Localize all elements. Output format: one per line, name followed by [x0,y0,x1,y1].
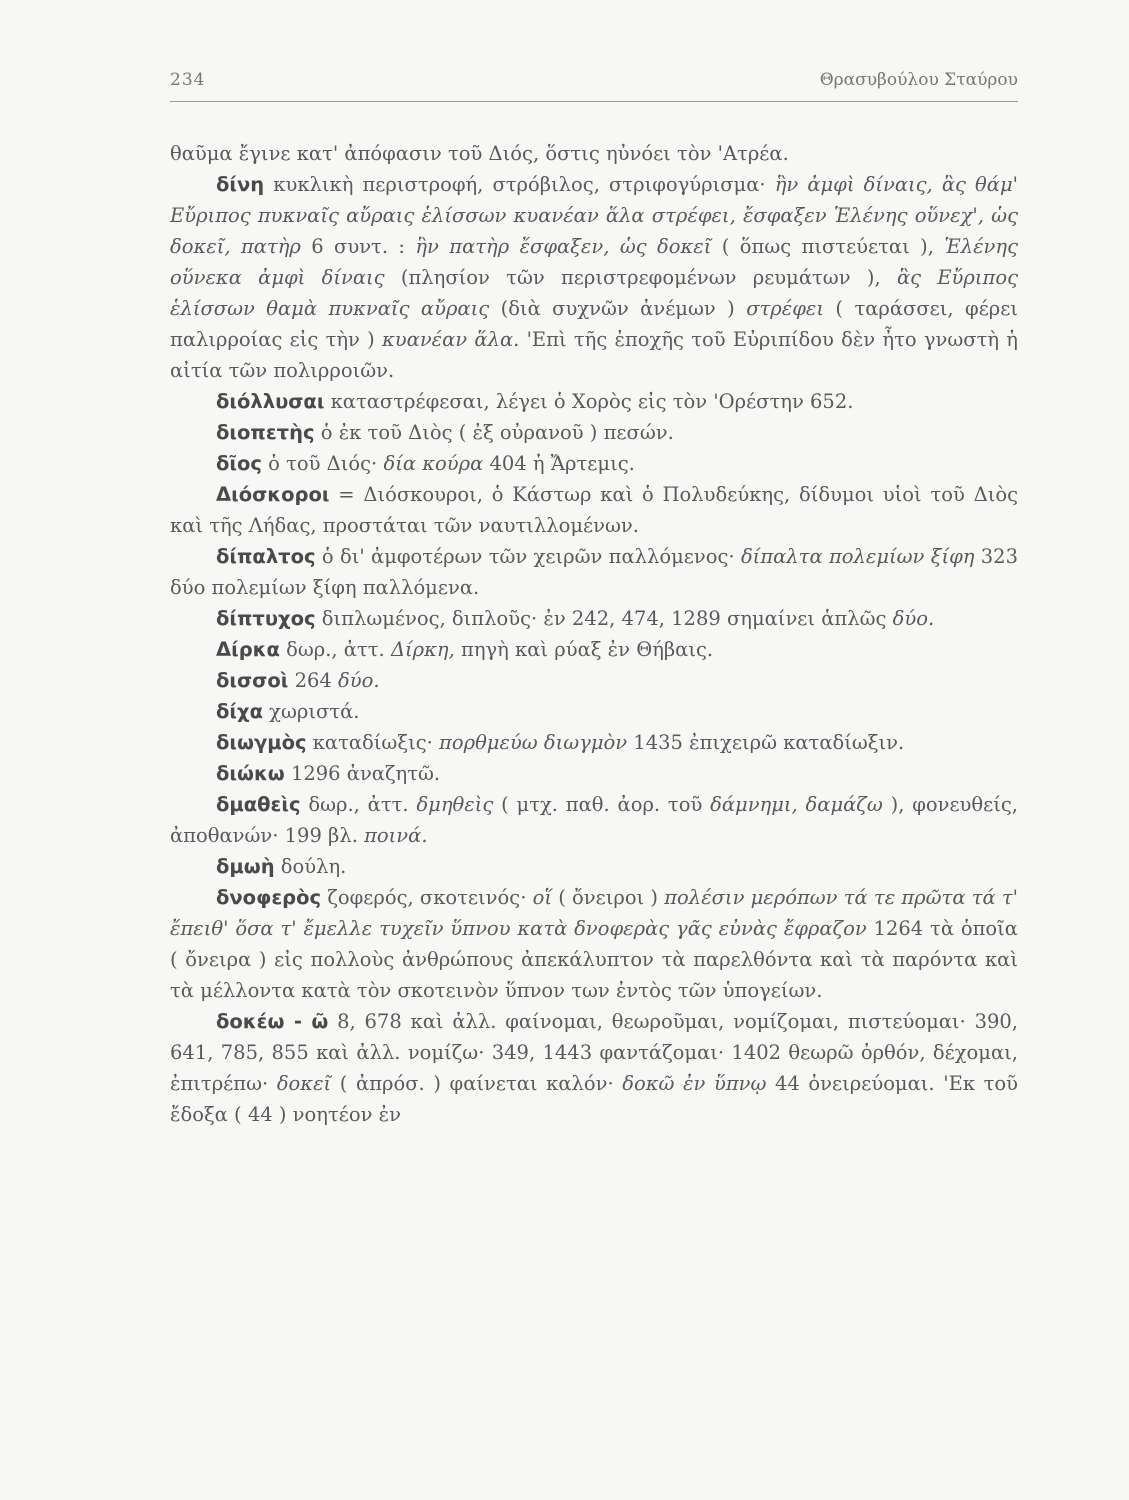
definition-text: ( ὄνειροι ) [552,886,665,909]
quotation: δίπαλτα πολεμίων ξίφη [740,545,975,568]
glossary-entry [170,758,1018,789]
definition-text: ὁ δι' ἀμφοτέρων τῶν χειρῶν παλλόμενος· [315,545,741,568]
definition-text: κυκλικὴ περιστροφή, στρόβιλος, στριφογύρισμα· [264,173,775,196]
definition-text: ὁ τοῦ Διός· [261,452,384,475]
glossary-entry [170,696,1018,727]
headword: δμωὴ [216,855,275,878]
headword: διοπετὴς [216,421,315,444]
glossary-entry [170,1006,1018,1130]
definition-text: = Διόσκουροι, ὁ Κάστωρ καὶ ὁ Πολυδεύκης, δίδυμοι υἱοὶ τοῦ Διὸς καὶ τῆς Λήδας, προστάται τῶν ναυτιλλομένων. [170,483,1018,537]
quotation: δμηθεὶς [416,793,494,816]
quotation: ἣν πατὴρ ἔσφαξεν, ὡς δοκεῖ [415,235,712,258]
glossary-entry [170,386,1018,417]
headword: δμαθεὶς [216,793,301,816]
headword: διόλλυσαι [216,390,325,413]
definition-text: 1435 ἐπιχειρῶ καταδίωξιν. [627,731,905,754]
definition-text: δωρ., ἀττ. [279,638,391,661]
quotation: στρέφει [746,297,824,320]
glossary-entry [170,634,1018,665]
definition-text: ζοφερός, σκοτεινός· [321,886,533,909]
definition-text: διπλωμένος, διπλοῦς· ἐν 242, 474, 1289 σημαίνει ἁπλῶς [315,607,893,630]
glossary-entry [170,417,1018,448]
quotation: ἣν ἀμφὶ δίναις, ἃς θάμ' Εὔριπος πυκναῖς αὔραις ἑλίσσων κυανέαν ἅλα στρέφει, ἔσφαξεν Ἑλένης οὕνεχ', ὡς δοκεῖ, πατὴρ [170,173,1018,258]
definition-text: ), φονευθείς, ἀποθανών· 199 βλ. [170,793,1019,847]
quotation: Δίρκη, [390,638,455,661]
quotation: πολέσιν μερόπων τά τε πρῶτα τά τ' ἔπειθ' ὅσα τ' ἔμελλε τυχεῖν ὕπνου κατὰ δνοφερὰς γᾶς εὐνὰς ἔφραζον [170,886,1019,940]
quotation: δία κούρα [383,452,484,475]
definition-text: δωρ., ἀττ. [300,793,417,816]
glossary-entry [170,541,1018,603]
page-header [170,70,1018,100]
quotation: δοκεῖ [276,1072,332,1095]
quotation: Ἑλένης οὕνεκα ἀμφὶ δίναις [170,235,1018,289]
definition-text: 'Επὶ τῆς ἐποχῆς τοῦ Εὐριπίδου δὲν ἦτο γνωστὴ ἡ αἰτία τῶν πολιρροιῶν. [170,328,1018,382]
headword: δνοφερὸς [216,886,322,909]
quotation: δάμνημι, δαμάζω [710,793,883,816]
headword: δισσοὶ [216,669,289,692]
definition-text: ὁ ἐκ τοῦ Διὸς ( ἐξ οὐρανοῦ ) πεσών. [314,421,674,444]
definition-text: 44 ὀνειρεύομαι. 'Εκ τοῦ ἔδοξα ( 44 ) νοητέον ἐν [170,1072,1018,1126]
glossary-entry [170,882,1018,1006]
quotation: ἃς Εὔριπος ἑλίσσων θαμὰ πυκναῖς αὔραις [170,266,1018,320]
definition-text: πηγὴ καὶ ρύαξ ἐν Θήβαις. [454,638,714,661]
glossary-entry [170,603,1018,634]
headword: διωγμὸς [216,731,307,754]
definition-text: 404 ἡ Ἄρτεμις. [483,452,635,475]
headword: διώκω [216,762,285,785]
glossary-entry [170,138,1018,169]
definition-text: 1296 ἀναζητῶ. [284,762,441,785]
definition-text: 8, 678 καὶ ἀλλ. φαίνομαι, θεωροῦμαι, νομίζομαι, πιστεύομαι· 390, 641, 785, 855 καὶ ἀλλ. νομίζω· 349, 1443 φαντάζομαι· 1402 θεωρῶ ὀρθόν, δέχομαι, ἐπιτρέπω· [170,1010,1018,1095]
header-rule [170,101,1018,102]
quotation: δύο. [338,669,380,692]
glossary-entry [170,665,1018,696]
glossary-entry [170,448,1018,479]
headword: δίπαλτος [216,545,316,568]
definition-text: καταστρέφεσαι, λέγει ὁ Χορὸς εἰς τὸν 'Ορέστην 652. [324,390,854,413]
definition-text: ( μτχ. παθ. ἀορ. τοῦ [493,793,711,816]
glossary-body [170,138,1018,1130]
headword: Διόσκοροι [216,483,330,506]
headword: δῖος [216,452,262,475]
definition-text: δούλη. [274,855,347,878]
glossary-entry [170,727,1018,758]
quotation: οἵ [532,886,552,909]
definition-text: (πλησίον τῶν περιστρεφομένων ρευμάτων ), [384,266,897,289]
definition-text: χωριστά. [262,700,360,723]
quotation: δοκῶ ἐν ὕπνῳ [622,1072,767,1095]
definition-text: 1264 τὰ ὁποῖα ( ὄνειρα ) εἰς πολλοὺς ἀνθρώπους ἀπεκάλυπτον τὰ παρελθόντα καὶ τὰ παρόντα καὶ τὰ μέλλοντα κατὰ τὸν σκοτεινὸν ὕπνον των ἐντὸς τῶν ὑπογείων. [170,917,1018,1002]
headword: δίχα [216,700,263,723]
definition-text: θαῦμα ἔγινε κατ' ἀπόφασιν τοῦ Διός, ὅστις ηὐνόει τὸν 'Ατρέα. [170,142,789,165]
definition-text: ( ταράσσει, φέρει παλιρροίας εἰς τὴν ) [170,297,1019,351]
headword: δίπτυχος [216,607,316,630]
glossary-entry [170,169,1018,386]
definition-text: 264 [288,669,338,692]
definition-text: ( ἀπρόσ. ) φαίνεται καλόν· [331,1072,623,1095]
definition-text: καταδίωξις· [306,731,440,754]
glossary-entry [170,479,1018,541]
definition-text: 6 συντ. : [300,235,416,258]
headword: δοκέω - ῶ [216,1010,329,1033]
definition-text: (διὰ συχνῶν ἀνέμων ) [489,297,747,320]
quotation: κυανέαν ἅλα. [382,328,520,351]
running-head: Θρασυβούλου Σταύρου [819,70,1018,90]
definition-text: 323 δύο πολεμίων ξίφη παλλόμενα. [170,545,1018,599]
glossary-entry [170,789,1018,851]
definition-text: ( ὅπως πιστεύεται ), [711,235,945,258]
glossary-entry [170,851,1018,882]
quotation: δύο. [892,607,935,630]
quotation: πορθμεύω διωγμὸν [439,731,628,754]
page-number: 234 [170,70,206,90]
quotation: ποινά. [364,824,428,847]
headword: δίνη [216,173,265,196]
headword: Δίρκα [216,638,280,661]
